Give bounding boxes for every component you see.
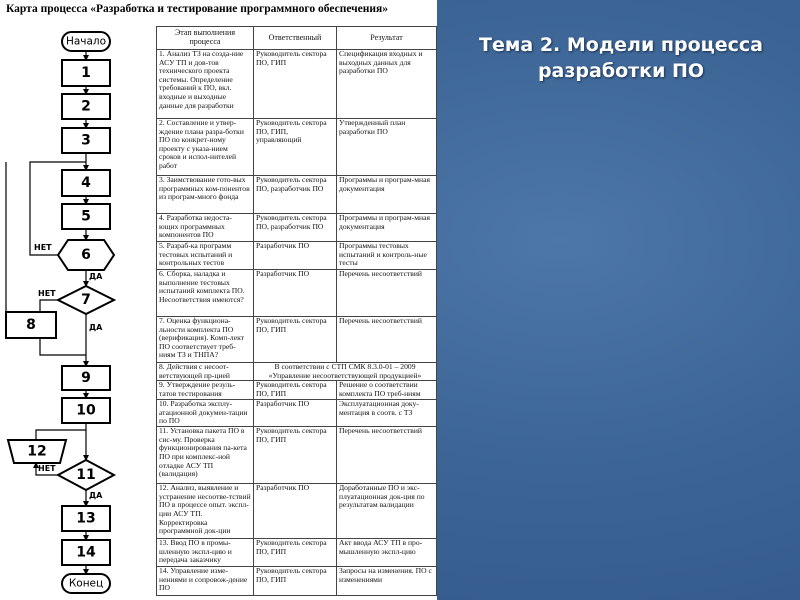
- flow-decision-6-label: 6: [81, 247, 91, 263]
- flow-step-13-label: 13: [76, 510, 96, 527]
- process-table: [156, 26, 437, 596]
- flow-end-label: Конец: [68, 577, 104, 590]
- header-responsible: Ответственный: [254, 27, 337, 50]
- table-row: [157, 400, 437, 427]
- cell-responsible: Руководитель сектора ПО, разработчик ПО: [254, 176, 337, 214]
- cell-result: Акт ввода АСУ ТП в про-мышленную экспл-цию: [337, 539, 437, 567]
- flow-step-1-label: 1: [81, 65, 91, 81]
- cell-responsible: Руководитель сектора ПО, ГИП: [254, 317, 337, 363]
- cell-responsible: Руководитель сектора ПО, ГИП, управляющий: [254, 119, 337, 176]
- cell-stage: 13. Ввод ПО в промы-шленную экспл-цию и передача заказчику: [157, 539, 254, 567]
- flow-11-no-label: НЕТ: [38, 464, 56, 473]
- flow-decision-11-label: 11: [76, 467, 96, 483]
- flow-7-yes-label: ДА: [89, 323, 103, 332]
- table-row: [157, 567, 437, 596]
- flowchart: [0, 0, 156, 600]
- cell-stage: 9. Утверждение резуль-татов тестирования: [157, 381, 254, 400]
- cell-responsible: Руководитель сектора ПО, ГИП: [254, 567, 337, 596]
- flow-step-12-label: 12: [27, 443, 47, 460]
- flow-step-4-label: 4: [81, 175, 91, 191]
- table-row: [157, 317, 437, 363]
- flow-7-no-label: НЕТ: [38, 289, 56, 298]
- table-row: [157, 427, 437, 484]
- cell-responsible: Разработчик ПО: [254, 270, 337, 317]
- cell-result: Эксплуатационная доку-ментация в соотв. с ТЗ: [337, 400, 437, 427]
- slide-title: Тема 2. Модели процесса разработки ПО: [479, 34, 763, 82]
- flow-step-8-label: 8: [26, 317, 36, 333]
- cell-stage: 4. Разработка недоста-ющих программных компонентов ПО: [157, 214, 254, 242]
- cell-stage: 7. Оценка функциона-льности комплекта ПО (верификация). Комп-лект ПО соответствует треб-ниям ТЗ и ТНПА?: [157, 317, 254, 363]
- flow-decision-7-label: 7: [81, 292, 91, 308]
- flow-step-2-label: 2: [81, 98, 91, 115]
- cell-result: Перечень несоответствий: [337, 317, 437, 363]
- cell-result: Перечень несоответствий: [337, 270, 437, 317]
- cell-stage: 12. Анализ, выявление и устранение несоотве-тствий ПО в процессе опыт. экспл-ции АСУ ТП. Корректировка программной док-ции: [157, 484, 254, 539]
- cell-stage: 10. Разработка эксплу-атационной докумен-тации по ПО: [157, 400, 254, 427]
- cell-stage: 3. Заимствование гото-вых программных ком-понентов из програм-много фонда: [157, 176, 254, 214]
- flow-6-no-label: НЕТ: [34, 243, 52, 252]
- cell-merged-reference: В соответствии с СТП СМК 8.3.0-01 – 2009 «Управление несоответствующей продукцией»: [254, 363, 437, 381]
- cell-responsible: Разработчик ПО: [254, 484, 337, 539]
- table-row: [157, 50, 437, 119]
- cell-stage: 8. Действия с несоот-ветствующей пр-цией: [157, 363, 254, 381]
- cell-stage: 2. Составление и утвер-ждение плана разра-ботки ПО по конкрет-ному проекту с указа-нием сроков и испол-нителей работ: [157, 119, 254, 176]
- cell-responsible: Руководитель сектора ПО, ГИП: [254, 381, 337, 400]
- flow-step-10-label: 10: [76, 402, 96, 419]
- table-row: [157, 119, 437, 176]
- cell-result: Программы и програм-мная документация: [337, 214, 437, 242]
- table-header-row: [157, 27, 437, 50]
- cell-responsible: Руководитель сектора ПО, ГИП: [254, 50, 337, 119]
- cell-responsible: Руководитель сектора ПО, разработчик ПО: [254, 214, 337, 242]
- flow-step-14-label: 14: [76, 544, 96, 561]
- table-row: [157, 214, 437, 242]
- table-row: [157, 484, 437, 539]
- cell-result: Программы тестовых испытаний и контроль-ные тесты: [337, 242, 437, 270]
- flow-step-3-label: 3: [81, 132, 91, 149]
- table-row: [157, 539, 437, 567]
- cell-result: Спецификация входных и выходных данных для разработки ПО: [337, 50, 437, 119]
- cell-responsible: Руководитель сектора ПО, ГИП: [254, 539, 337, 567]
- process-map-title: Карта процесса «Разработка и тестирование программного обеспечения»: [6, 3, 388, 15]
- cell-result: Утвержденный план разработки ПО: [337, 119, 437, 176]
- cell-result: Доработанные ПО и экс-плуатационная док-ция по результатам валидации: [337, 484, 437, 539]
- cell-result: Программы и програм-мная документация: [337, 176, 437, 214]
- table-row: [157, 381, 437, 400]
- cell-result: Запросы на изменения. ПО с изменениями: [337, 567, 437, 596]
- cell-stage: 1. Анализ ТЗ на созда-ние АСУ ТП и дов-тов технического проекта системы. Определение требований к ПО, вкл. входные и выходные данные для разработки: [157, 50, 254, 119]
- cell-result: Решение о соответствии комплекта ПО треб-ниям: [337, 381, 437, 400]
- table-row: [157, 270, 437, 317]
- flow-6-yes-label: ДА: [89, 272, 103, 281]
- flow-step-5-label: 5: [81, 208, 91, 225]
- cell-responsible: Руководитель сектора ПО, ГИП: [254, 427, 337, 484]
- table-row: [157, 242, 437, 270]
- cell-stage: 5. Разраб-ка программ тестовых испытаний и контрольных тестов: [157, 242, 254, 270]
- flow-start-label: Начало: [65, 35, 107, 48]
- header-stage: Этап выполнения процесса: [157, 27, 254, 50]
- table-row: [157, 363, 437, 381]
- cell-result: Перечень несоответствий: [337, 427, 437, 484]
- flow-11-yes-label: ДА: [89, 491, 103, 500]
- header-result: Результат: [337, 27, 437, 50]
- cell-responsible: Разработчик ПО: [254, 400, 337, 427]
- cell-responsible: Разработчик ПО: [254, 242, 337, 270]
- cell-stage: 11. Установка пакета ПО в сис-му. Проверка функционирования па-кета ПО при комплекс-ной отладке АСУ ТП (валидация): [157, 427, 254, 484]
- cell-stage: 14. Управление изме-нениями и сопровож-дение ПО: [157, 567, 254, 596]
- cell-stage: 6. Сборка, наладка и выполнение тестовых испытаний комплекта ПО. Несоответствия имеются?: [157, 270, 254, 317]
- flow-step-9-label: 9: [81, 370, 91, 386]
- table-row: [157, 176, 437, 214]
